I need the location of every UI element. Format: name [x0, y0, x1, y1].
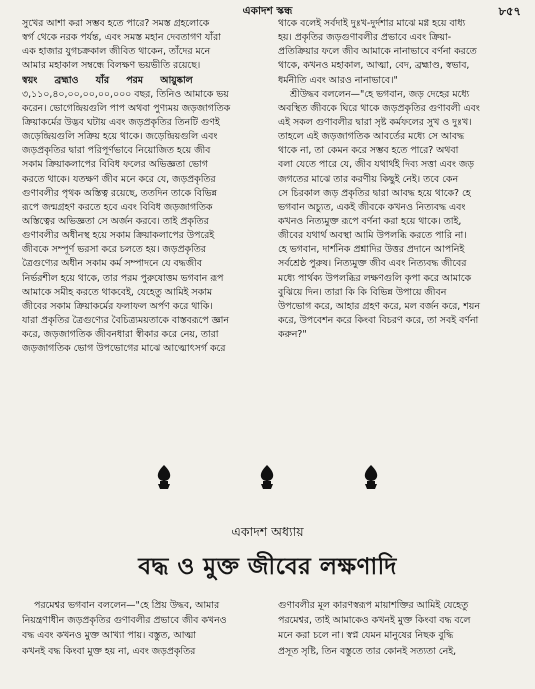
text-line: হয়। প্রকৃতির জড়গুণাবলীর প্রভাবে এবং ক্রিয়া-: [278, 32, 452, 44]
text-line: ৩,১১০,৪০,০০,০০,০০,০০০ বছর, তিনিও আমাকে ভয়: [22, 88, 229, 100]
text-line: জীবের যথার্থ অবস্থা আমি উপলব্ধি করতে পারি না।: [278, 230, 467, 242]
running-head: একাদশ স্কন্ধ: [242, 5, 293, 17]
text-line: অস্তিত্বের অভিজ্ঞতা সে অর্জন করবে। তাই প্রকৃতির: [22, 215, 209, 227]
text-line: জড়প্রকৃতির দ্বারা পরিপূর্ণভাবে নিয়োজিত হয়ে জীব: [22, 145, 211, 157]
text-line: হে ভগবান, দার্শনিক প্রশ্নাদির উত্তর প্রদানে আপনিই: [278, 244, 465, 256]
text-line: জীবকে সম্পূর্ণ ভরসা করে চলতে হয়। জড়প্রকৃতির: [22, 244, 206, 256]
chapter-label: একাদশ অধ্যায়: [231, 524, 304, 539]
text-line: জড়েন্দ্রিয়গুলি সক্রিয় হয়ে থাকে। জড়েন্দ্রিয়গুলি এবং: [22, 131, 218, 143]
text-line: আমার মহাকাল সম্বন্ধে বিলক্ষণ ভয়ভীতি রয়েছে।: [22, 60, 201, 72]
text-line: ধর্মনীতি এবং আরও নানাভাবে।": [278, 74, 398, 86]
text-line: রূপে জন্মগ্রহণ করতে হবে এবং বিবিধ জড়জাগতিক: [22, 201, 213, 213]
text-line: স্বয়ং ব্রহ্মাও যাঁর পরম আয়ুষ্কাল: [22, 74, 193, 86]
text-line: জীবের সকাম ক্রিয়াকর্মের ফলাফল অর্পণ করে থাকি।: [22, 300, 213, 312]
text-line: গুণাবলীর পৃথক অস্তিত্ব রয়েছে, ততদিন তাকে বিভিন্ন: [22, 187, 217, 199]
text-line: আমাকে সমীহ করতে থাকবেই, যেহেতু আমিই সকাম: [22, 286, 213, 298]
lotus-ornament-icon: [258, 464, 276, 490]
text-line: সে চিরকাল জড় প্রকৃতির দ্বারা আবদ্ধ হয়ে থাকে? হে: [278, 187, 471, 199]
text-line: করে, জড়জাগতিক জীবনধারা স্বীকার করে নেয়, তারা: [22, 329, 219, 341]
text-line: বুঝিয়ে দিন। তারা কি কি বিভিন্ন উপায়ে জীবন: [278, 286, 447, 298]
text-line: গুণাবলীর অধীনস্থ হয়ে সকাম ক্রিয়াকলাপের উপরেই: [22, 230, 215, 242]
bottom-right-text-column: [278, 598, 524, 659]
page-number: ৮৫৭: [498, 4, 521, 18]
text-line: এক হাজার যুগচক্রকাল জীবিত থাকেন, তাঁদের মনে: [22, 46, 211, 58]
text-line: করেন। ভোগেন্দ্রিয়গুলি পাপ অথবা পুণ্যময় জড়জাগতিক: [22, 102, 231, 114]
text-line: জগতের মাঝে তার করণীয় কিছুই নেই। তবে কেন: [278, 173, 459, 185]
text-line: অবস্থিত জীবকে ঘিরে থাকে জড়প্রকৃতির গুণাবলী এবং: [278, 102, 480, 114]
text-line: পরমেশ্বর, তাই আমাকেও কখনই মুক্ত কিংবা বদ্ধ বলে: [278, 615, 471, 627]
text-line: উপভোগ করে, আহার গ্রহণ করে, মল বর্জন করে, শয়ন: [278, 300, 480, 312]
text-line: করুন?": [278, 329, 307, 341]
text-line: মনে করা চলে না। স্বপ্ন যেমন মানুষের নিছক বুদ্ধি: [278, 630, 454, 642]
text-line: সকাম ক্রিয়াকলাপের বিবিধ ফলের অভিজ্ঞতা ভোগ: [22, 159, 208, 171]
text-line: যারা প্রকৃতির ত্রৈগুণ্যের বৈচিত্র্যময়তাকে বাস্তবরূপে জ্ঞান: [22, 314, 229, 326]
text-line: ভগবান অচ্যুত, একই জীবকে কখনও নিত্যবদ্ধ এবং: [278, 201, 466, 213]
text-line: থাকে না, তা কেমন করে সম্ভব হতে পারে? অথবা: [278, 145, 459, 157]
text-line: করতে থাকে। যতক্ষণ জীব মনে করে যে, জড়প্রকৃতির: [22, 173, 216, 185]
bottom-left-text-column: [22, 598, 266, 659]
text-line: সুখের আশা করা সম্ভব হতে পারে? সমস্ত গ্রহলোকে: [22, 18, 210, 29]
text-line: শ্রীউদ্ধব বললেন—"হে ভগবান, জড় দেহের মধ্যে: [290, 88, 470, 100]
text-line: ক্রিয়াকর্মের উদ্ভব ঘটায় এবং জড়প্রকৃতির তিনটি গুণই: [22, 116, 220, 128]
text-line: তাহলে এই জড়জাগতিক আবর্তের মধ্যে সে আবদ্ধ: [278, 131, 465, 143]
text-line: থাকে বলেই সর্বদাই দুঃখ-দুর্দশার মাঝে মগ্ন হয়ে বাধ্য: [278, 18, 466, 29]
text-line: জড়জাগতিক ভোগ উপভোগের মাঝে আত্মোৎসর্গ করে: [22, 343, 226, 355]
text-line: বদ্ধ এবং কখনও মুক্ত আখ্যা পায়। বস্তুত, আত্মা: [22, 630, 197, 642]
left-text-column: [22, 17, 266, 356]
text-line: সর্বশ্রেষ্ঠ পুরুষ। নিত্যমুক্ত জীব এবং নিত্যবদ্ধ জীবের: [278, 258, 467, 270]
text-line: নিয়ন্ত্রণাধীন জড়প্রকৃতির গুণাবলীর প্রভাবে জীব কখনও: [22, 615, 227, 627]
lotus-ornament-icon: [155, 464, 173, 490]
chapter-title: বদ্ধ ও মুক্ত জীবের লক্ষণাদি: [138, 554, 397, 580]
text-line: গুণাবলীর মূল কারণস্বরূপ মায়াশক্তির আমিই যেহেতু: [278, 600, 469, 611]
text-line: কখনও নিত্যমুক্ত রূপে বর্ণনা করা হয়ে থাকে। তাই,: [278, 215, 462, 227]
text-line: এই সকল গুণাবলীর দ্বারা সৃষ্ট কর্মফলের সুখ ও দুঃখ।: [278, 116, 472, 128]
lotus-ornament-icon: [362, 464, 380, 490]
text-line: বলা যেতে পারে যে, জীব যথার্থই দিব্য সত্তা এবং জড়: [278, 159, 474, 171]
text-line: স্বর্গ থেকে নরক পর্যন্ত, এবং সমস্ত মহান দেবতাগণ যাঁরা: [22, 32, 221, 44]
text-line: পরমেশ্বর ভগবান বললেন—"হে প্রিয় উদ্ধব, আমার: [34, 600, 220, 611]
text-line: মধ্যে পার্থক্য উপলব্ধির লক্ষণগুলি কৃপা করে আমাকে: [278, 272, 472, 284]
text-line: ত্রৈগুণ্যের অধীন সকাম কর্ম সম্পাদনে যে বদ্ধজীব: [22, 258, 202, 270]
text-line: প্রসূত সৃষ্টি, তিন বস্তুতে তার কোনই সত্যতা নেই,: [278, 645, 457, 657]
text-line: করে, উপবেশন করে কিংবা বিচরণ করে, তা সবই বর্ণনা: [278, 314, 479, 326]
text-line: নির্ভরশীল হয়ে থাকে, তার পরম পুরুষোত্তম ভগবান রূপ: [22, 272, 224, 284]
text-line: কখনই বদ্ধ কিংবা মুক্ত হয় না, এবং জড়প্রকৃতির: [22, 645, 196, 657]
right-text-column: [278, 17, 524, 342]
text-line: প্রতিক্রিয়ার ফলে জীব আমাকে নানাভাবে বর্ণনা করতে: [278, 46, 477, 58]
text-line: থাকে, কখনও মহাকাল, আত্মা, বেদ, ব্রহ্মাণ্ড, স্বভাব,: [278, 60, 470, 72]
